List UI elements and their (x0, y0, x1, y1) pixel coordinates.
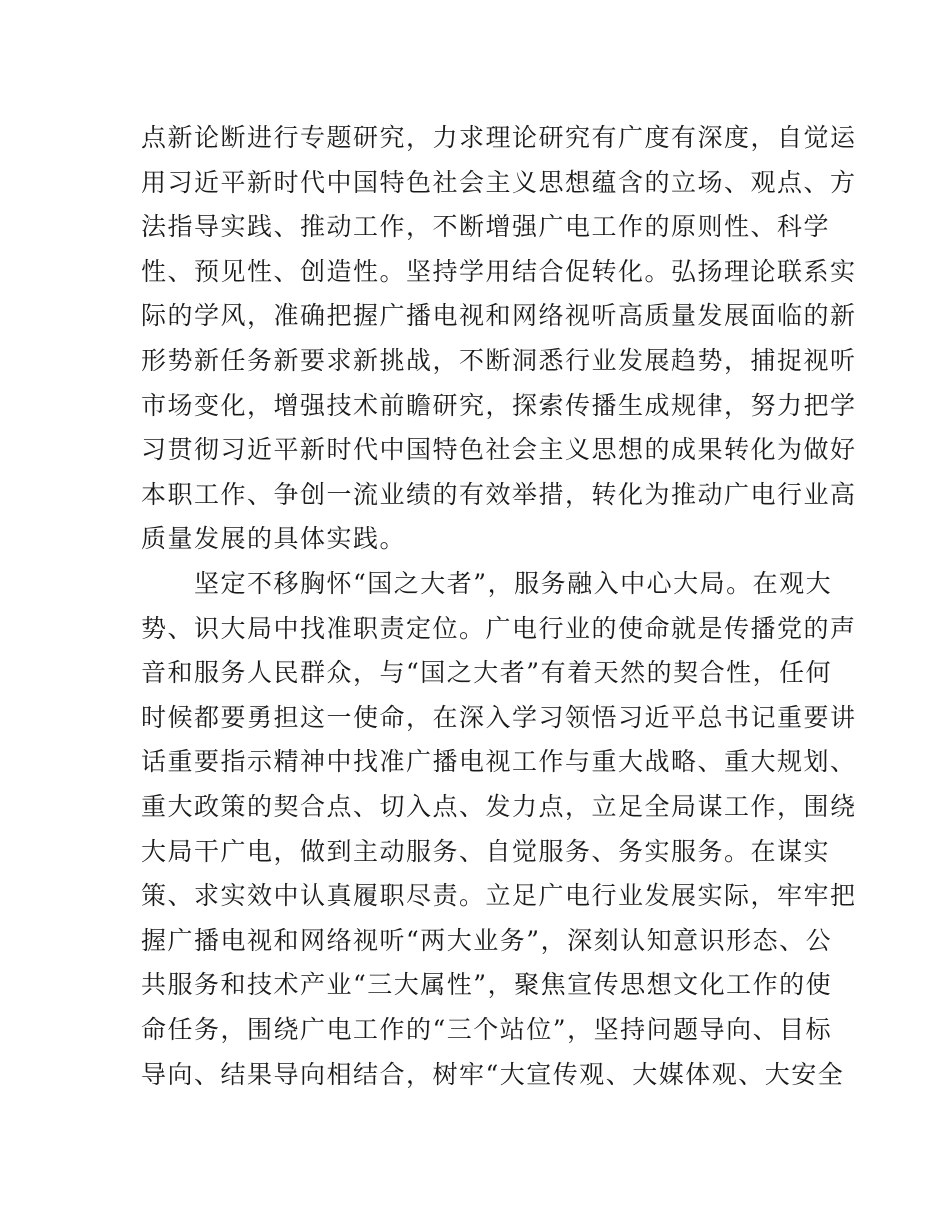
text-line: 命任务，围绕广电工作的“三个站位”，坚持问题导向、目标 (141, 1014, 833, 1044)
text-line: 坚定不移胸怀“国之大者”，服务融入中心大局。在观大 (141, 569, 833, 598)
text-line: 市场变化，增强技术前瞻研究，探索传播生成规律，努力把学 (141, 390, 857, 420)
text-line: 话重要指示精神中找准广播电视工作与重大战略、重大规划、 (141, 747, 857, 777)
text-line: 点新论断进行专题研究，力求理论研究有广度有深度，自觉运 (141, 123, 857, 152)
text-line: 重大政策的契合点、切入点、发力点，立足全局谋工作，围绕 (141, 791, 857, 821)
text-line: 握广播电视和网络视听“两大业务”，深刻认知意识形态、公 (141, 925, 833, 955)
paragraph-national-priorities (141, 562, 857, 1097)
text-line: 法指导实践、推动工作，不断增强广电工作的原则性、科学 (141, 212, 831, 242)
text-line: 势、识大局中找准职责定位。广电行业的使命就是传播党的声 (141, 613, 857, 643)
text-line: 大局干广电，做到主动服务、自觉服务、务实服务。在谋实 (141, 836, 831, 866)
text-line: 策、求实效中认真履职尽责。立足广电行业发展实际，牢牢把 (141, 881, 857, 911)
text-line: 形势新任务新要求新挑战，不断洞悉行业发展趋势，捕捉视听 (141, 345, 857, 375)
text-line: 本职工作、争创一流业绩的有效举措，转化为推动广电行业高 (141, 479, 857, 509)
text-line: 际的学风，准确把握广播电视和网络视听高质量发展面临的新 (141, 301, 857, 331)
text-line: 质量发展的具体实践。 (141, 524, 407, 554)
text-line: 性、预见性、创造性。坚持学用结合促转化。弘扬理论联系实 (141, 256, 857, 286)
text-line: 习贯彻习近平新时代中国特色社会主义思想的成果转化为做好 (141, 435, 857, 465)
text-line: 时候都要勇担这一使命，在深入学习领悟习近平总书记重要讲 (141, 702, 857, 732)
text-line: 用习近平新时代中国特色社会主义思想蕴含的立场、观点、方 (141, 167, 857, 197)
text-line: 导向、结果导向相结合，树牢“大宣传观、大媒体观、大安全 (141, 1059, 845, 1089)
paragraph-theory-study (141, 116, 857, 562)
text-line: 音和服务人民群众，与“国之大者”有着天然的契合性，任何 (141, 658, 833, 688)
text-line: 共服务和技术产业“三大属性”，聚焦宣传思想文化工作的使 (141, 970, 833, 1000)
